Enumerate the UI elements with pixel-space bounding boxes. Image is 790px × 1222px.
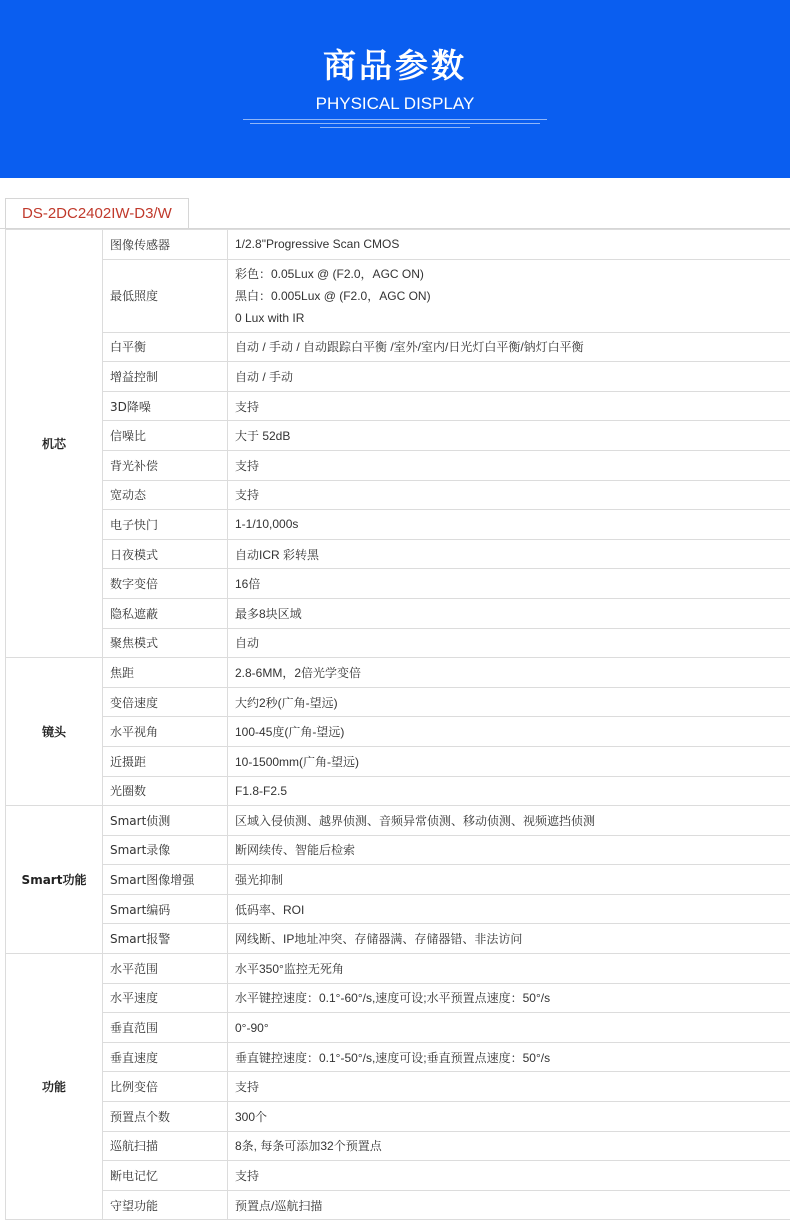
spec-category: 镜头 xyxy=(6,658,103,806)
model-tab[interactable]: DS-2DC2402IW-D3/W xyxy=(5,198,189,229)
page-banner xyxy=(0,0,790,178)
spec-row xyxy=(6,362,790,392)
spec-table xyxy=(5,229,790,1220)
spec-value: 自动 / 手动 / 自动跟踪白平衡 /室外/室内/日光灯白平衡/钠灯白平衡 xyxy=(228,332,790,362)
spec-row xyxy=(6,332,790,362)
spec-value: 1-1/10,000s xyxy=(228,510,790,540)
spec-value-line: 0 Lux with IR xyxy=(235,310,305,325)
spec-label: 垂直速度 xyxy=(103,1042,228,1072)
spec-label: 背光补偿 xyxy=(103,450,228,480)
spec-row xyxy=(6,480,790,510)
spec-label: 守望功能 xyxy=(103,1190,228,1220)
spec-row xyxy=(6,1013,790,1043)
spec-value: 网线断、IP地址冲突、存储器满、存储器错、非法访问 xyxy=(228,924,790,954)
spec-value: 自动ICR 彩转黑 xyxy=(228,539,790,569)
banner-decorative-lines xyxy=(243,116,547,130)
spec-category: Smart功能 xyxy=(6,806,103,954)
spec-value: 断网续传、智能后检索 xyxy=(228,835,790,865)
spec-value: 垂直键控速度：0.1°-50°/s,速度可设;垂直预置点速度：50°/s xyxy=(228,1042,790,1072)
spec-value: 大约2秒(广角-望远) xyxy=(228,687,790,717)
spec-label: 近摄距 xyxy=(103,746,228,776)
spec-label: 电子快门 xyxy=(103,510,228,540)
spec-row xyxy=(6,806,790,836)
spec-label: 水平速度 xyxy=(103,983,228,1013)
spec-value: 预置点/巡航扫描 xyxy=(228,1190,790,1220)
spec-row xyxy=(6,1190,790,1220)
spec-value: 水平键控速度：0.1°-60°/s,速度可设;水平预置点速度：50°/s xyxy=(228,983,790,1013)
spec-row xyxy=(6,658,790,688)
spec-value: F1.8-F2.5 xyxy=(228,776,790,806)
spec-label: 比例变倍 xyxy=(103,1072,228,1102)
spec-row xyxy=(6,1042,790,1072)
spec-value: 0°-90° xyxy=(228,1013,790,1043)
spec-label: 水平范围 xyxy=(103,954,228,984)
spec-label: Smart编码 xyxy=(103,894,228,924)
spec-row xyxy=(6,598,790,628)
spec-value: 低码率、ROI xyxy=(228,894,790,924)
spec-label: 宽动态 xyxy=(103,480,228,510)
spec-value: 支持 xyxy=(228,1072,790,1102)
spec-row xyxy=(6,983,790,1013)
spec-row xyxy=(6,391,790,421)
spec-value: 16倍 xyxy=(228,569,790,599)
spec-category: 功能 xyxy=(6,954,103,1220)
spec-label: 水平视角 xyxy=(103,717,228,747)
spec-value-line: 黑白：0.005Lux @ (F2.0，AGC ON) xyxy=(235,288,431,303)
spec-row xyxy=(6,259,790,332)
spec-label: 日夜模式 xyxy=(103,539,228,569)
spec-value: 2.8-6MM，2倍光学变倍 xyxy=(228,658,790,688)
spec-label: 3D降噪 xyxy=(103,391,228,421)
spec-label: 变倍速度 xyxy=(103,687,228,717)
spec-value: 支持 xyxy=(228,391,790,421)
spec-label: Smart录像 xyxy=(103,835,228,865)
spec-row xyxy=(6,510,790,540)
spec-row xyxy=(6,628,790,658)
spec-value xyxy=(228,259,790,332)
spec-label: 垂直范围 xyxy=(103,1013,228,1043)
spec-label: 图像传感器 xyxy=(103,230,228,260)
spec-label: 增益控制 xyxy=(103,362,228,392)
banner-title: 商品参数 xyxy=(323,46,467,85)
spec-value: 支持 xyxy=(228,450,790,480)
spec-row xyxy=(6,1102,790,1132)
banner-subtitle: PHYSICAL DISPLAY xyxy=(315,94,475,113)
spec-row xyxy=(6,569,790,599)
spec-value: 1/2.8"Progressive Scan CMOS xyxy=(228,230,790,260)
spec-label: 焦距 xyxy=(103,658,228,688)
spec-value: 10-1500mm(广角-望远) xyxy=(228,746,790,776)
spec-row xyxy=(6,924,790,954)
spec-row xyxy=(6,776,790,806)
spec-label: Smart侦测 xyxy=(103,806,228,836)
spec-label: 聚焦模式 xyxy=(103,628,228,658)
spec-label: 白平衡 xyxy=(103,332,228,362)
spec-row xyxy=(6,230,790,260)
spec-row xyxy=(6,894,790,924)
spec-value: 区域入侵侦测、越界侦测、音频异常侦测、移动侦测、视频遮挡侦测 xyxy=(228,806,790,836)
spec-label: 预置点个数 xyxy=(103,1102,228,1132)
spec-row xyxy=(6,1072,790,1102)
spec-value: 支持 xyxy=(228,1161,790,1191)
spec-row xyxy=(6,539,790,569)
spec-row xyxy=(6,421,790,451)
spec-row xyxy=(6,835,790,865)
spec-label: 光圈数 xyxy=(103,776,228,806)
spec-label: Smart报警 xyxy=(103,924,228,954)
spec-label: 数字变倍 xyxy=(103,569,228,599)
spec-value: 自动 / 手动 xyxy=(228,362,790,392)
spec-value: 8条, 每条可添加32个预置点 xyxy=(228,1131,790,1161)
spec-value: 自动 xyxy=(228,628,790,658)
spec-row xyxy=(6,954,790,984)
spec-category: 机芯 xyxy=(6,230,103,658)
spec-value-line: 彩色：0.05Lux @ (F2.0，AGC ON) xyxy=(235,266,424,281)
spec-label: 隐私遮蔽 xyxy=(103,598,228,628)
spec-row xyxy=(6,717,790,747)
spec-row xyxy=(6,746,790,776)
spec-value: 300个 xyxy=(228,1102,790,1132)
spec-label: 信噪比 xyxy=(103,421,228,451)
spec-row xyxy=(6,687,790,717)
spec-value: 最多8块区域 xyxy=(228,598,790,628)
spec-value: 大于 52dB xyxy=(228,421,790,451)
spec-value: 支持 xyxy=(228,480,790,510)
spec-label: 断电记忆 xyxy=(103,1161,228,1191)
spec-row xyxy=(6,1131,790,1161)
spec-row xyxy=(6,450,790,480)
spec-value: 100-45度(广角-望远) xyxy=(228,717,790,747)
spec-label: Smart图像增强 xyxy=(103,865,228,895)
spec-value: 水平350°监控无死角 xyxy=(228,954,790,984)
spec-label: 巡航扫描 xyxy=(103,1131,228,1161)
spec-value: 强光抑制 xyxy=(228,865,790,895)
spec-label: 最低照度 xyxy=(103,259,228,332)
spec-row xyxy=(6,865,790,895)
spec-row xyxy=(6,1161,790,1191)
